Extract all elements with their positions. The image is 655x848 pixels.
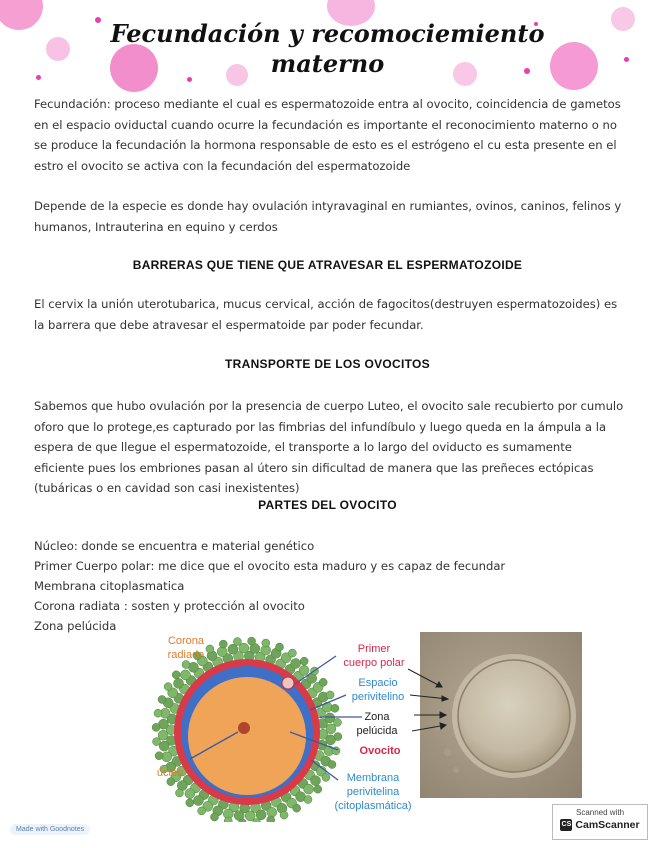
corona-cell: [153, 738, 161, 746]
intro-paragraph-2: Depende de la especie es donde hay ovulación intyravaginal en rumiantes, ovinos, caninos, felinos y humanos, Intrauterina en equino y cerdos: [34, 199, 622, 234]
corona-cell: [233, 638, 241, 646]
corona-cell: [326, 691, 334, 699]
list-item: Corona radiata : sosten y protección al ovocito: [34, 599, 305, 613]
list-item: Núcleo: donde se encuentra e material genético: [34, 539, 315, 553]
corona-cell: [155, 752, 163, 760]
polar-body: [282, 677, 294, 689]
heading-partes: PARTES DEL OVOCITO: [258, 498, 397, 512]
corona-cell: [228, 644, 238, 654]
corona-cell: [331, 704, 339, 712]
label-zona-pelucida: Zona pelúcida: [356, 711, 398, 737]
micrograph-pointers: [408, 655, 468, 735]
label-membrana-perivitelina: Membrana perivitelina (citoplasmática): [334, 772, 412, 812]
nucleus: [238, 722, 250, 734]
corona-cell: [319, 678, 327, 686]
corona-cell: [211, 813, 219, 821]
label-corona-radiada: Corona radiada: [167, 635, 205, 661]
corona-cell: [172, 671, 180, 679]
corona-cell: [159, 741, 169, 751]
corona-cell: [304, 796, 312, 804]
camscanner-icon: CS: [560, 819, 572, 831]
corona-cell: [267, 816, 275, 822]
corona-cell: [314, 785, 322, 793]
corona-cell: [164, 683, 172, 691]
camscanner-label: CamScanner: [575, 819, 640, 831]
corona-cell: [186, 799, 194, 807]
goodnotes-badge: Made with Goodnotes: [10, 824, 90, 835]
page-title-line-2: materno: [270, 49, 385, 78]
corona-cell: [328, 761, 336, 769]
corona-cell: [176, 789, 184, 797]
corona-cell: [304, 784, 314, 794]
corona-cell: [299, 665, 309, 675]
corona-cell: [291, 659, 301, 669]
corona-cell: [152, 723, 160, 731]
heading-barreras: BARRERAS QUE TIENE QUE ATRAVESAR EL ESPERMATOZOIDE: [132, 258, 523, 272]
corona-cell: [280, 811, 288, 819]
page-title: [0, 19, 655, 79]
intro-paragraph-1: Fecundación: proceso mediante el cual es espermatozoide entra al ovocito, coincidencia de gametos en el espacio oviductal cuando ocurre la fecundación es importante el reconocimiento materno o no se produce la fecundación la hormona responsable de esto es el estrógeno el cu esta presente en el estro el ovocito se activa con la fecundación del espermatozoide: [34, 97, 621, 173]
label-primer-cuerpo-polar: Primer cuerpo polar: [343, 643, 405, 669]
corona-cell: [219, 640, 227, 648]
scanned-with-label: Scanned with: [575, 808, 625, 817]
corona-cell: [334, 733, 342, 741]
camscanner-badge: [552, 804, 648, 840]
corona-cell: [276, 643, 284, 651]
corona-cell: [198, 807, 206, 815]
corona-cell: [180, 670, 190, 680]
label-ovocito: Ovocito: [359, 745, 401, 757]
corona-cell: [293, 804, 301, 812]
corona-cell: [334, 718, 342, 726]
corona-cell: [300, 657, 308, 665]
barreras-paragraph: El cervix la unión uterotubarica, mucus cervical, acción de fagocitos(destruyen espermatozoides) es la barrera que debe atravesar el espermatoide par poder fecundar.: [34, 297, 618, 332]
corona-cell: [325, 713, 335, 723]
corona-cell: [256, 810, 266, 820]
label-nucleo: úcleo: [156, 767, 184, 779]
heading-transporte: TRANSPORTE DE LOS OVOCITOS: [225, 357, 430, 371]
corona-cell: [248, 637, 256, 645]
label-espacio-perivitelino: Espacio perivitelino: [351, 677, 405, 703]
corona-cell: [262, 639, 270, 647]
list-item: Membrana citoplasmatica: [34, 579, 185, 593]
corona-cell: [311, 776, 321, 786]
transporte-paragraph: Sabemos que hubo ovulación por la presencia de cuerpo Luteo, el ovocito sale recubierto por cumulo oforo que lo protege,es capturado por las fimbrias del infundíbulo y luego queda en la ámpula a la espera de que llegue el espermatozoide, el transporte a lo largo del oviducto es sumamente eficiente pues los embriones pasan al útero sin dificultad de manera que las preñeces ectópicas (tubáricas o en cavidad son casi inexistentes): [34, 399, 624, 495]
list-item: Zona pelúcida: [34, 619, 117, 633]
corona-cell: [288, 649, 296, 657]
corona-cell: [154, 709, 162, 717]
corona-cell: [185, 789, 195, 799]
page-title-line-1: Fecundación y recomociemiento: [110, 19, 545, 48]
corona-cell: [193, 796, 203, 806]
list-item: Primer Cuerpo polar: me dice que el ovocito esta maduro y es capaz de fecundar: [34, 559, 506, 573]
corona-cell: [174, 678, 184, 688]
ooplasm: [188, 677, 306, 795]
corona-cell: [158, 696, 166, 704]
